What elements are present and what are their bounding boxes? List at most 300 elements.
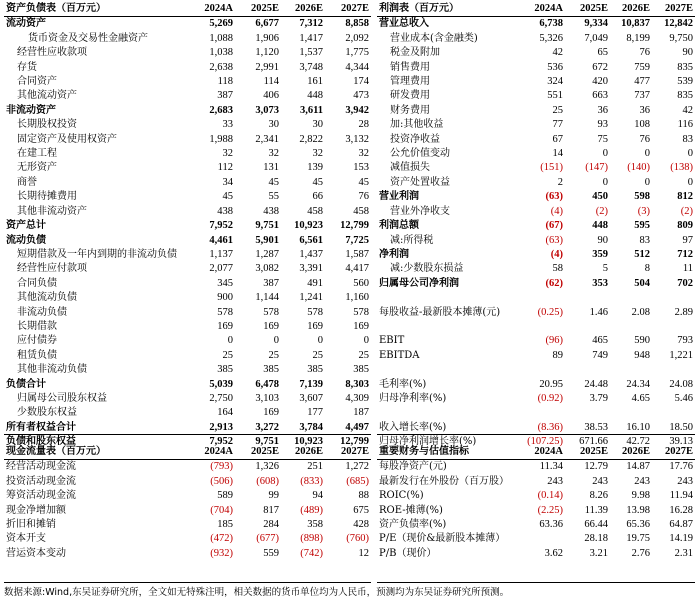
cell-value: 66.44 — [584, 519, 608, 531]
table-row — [4, 518, 371, 532]
cell-value: 25 — [312, 349, 323, 361]
cell-value: 1,287 — [255, 248, 279, 260]
cell-value: 243 — [547, 475, 563, 487]
cell-value: 2 — [557, 176, 563, 188]
cell-value: (67) — [545, 220, 563, 232]
cell-value: 12 — [358, 547, 369, 559]
cell-value: 559 — [263, 547, 279, 559]
row-label: 其他非流动负债 — [17, 364, 87, 376]
row-label: 减值损失 — [390, 162, 430, 174]
cell-value: (472) — [210, 533, 233, 545]
cell-value: 1,088 — [209, 32, 233, 44]
cell-value: 36 — [597, 104, 608, 116]
header-row — [4, 2, 371, 17]
row-label: 公允价值变动 — [390, 148, 450, 160]
cell-value: (704) — [210, 504, 233, 516]
column-header: 2027E — [652, 2, 695, 17]
row-label: 资产处置收益 — [390, 176, 450, 188]
cell-value: 438 — [263, 205, 279, 217]
cell-value — [523, 291, 565, 305]
row-label: 其他流动负债 — [17, 292, 77, 304]
row-label: 存货 — [17, 61, 37, 73]
cell-value: 65.36 — [626, 519, 650, 531]
table-row — [377, 17, 695, 32]
cell-value: 3,272 — [255, 421, 279, 433]
row-label: 其他非流动资产 — [17, 205, 87, 217]
row-label: EBITDA — [379, 349, 420, 361]
row-label: 营业成本(含金融类) — [390, 32, 478, 44]
cell-value: 712 — [677, 248, 693, 260]
cell-value: 42 — [682, 104, 693, 116]
cell-value: (0.92) — [537, 392, 563, 404]
cell-value: 34 — [222, 176, 233, 188]
cell-value: 578 — [217, 306, 233, 318]
cell-value: 1,326 — [255, 461, 279, 473]
cell-value: 9,750 — [669, 32, 693, 44]
row-label: 营业利润 — [379, 191, 419, 203]
cell-value: 8 — [644, 263, 650, 275]
table-row — [377, 32, 695, 46]
cell-value: 948 — [634, 349, 650, 361]
cell-value: 11.94 — [669, 490, 693, 502]
cell-value: 284 — [263, 519, 279, 531]
row-label: 短期借款及一年内到期的非流动负债 — [17, 248, 177, 260]
table-row — [4, 349, 371, 363]
cell-value: 25 — [552, 104, 563, 116]
cell-value — [523, 532, 565, 546]
cell-value: 9.98 — [631, 490, 650, 502]
row-label: 研发费用 — [390, 90, 430, 102]
cell-value: (2) — [595, 205, 608, 217]
cell-value: 5.46 — [674, 392, 693, 404]
row-label: 长期借款 — [17, 320, 57, 332]
cell-value: 131 — [263, 162, 279, 174]
cell-value: 16.10 — [626, 421, 650, 433]
cell-value: 45 — [222, 191, 233, 203]
cell-value: 3,103 — [255, 392, 279, 404]
cell-value: 578 — [353, 306, 369, 318]
cell-value: 38.53 — [584, 421, 608, 433]
table-row — [4, 532, 371, 546]
cell-value: 539 — [677, 76, 693, 88]
cell-value: 2,092 — [345, 32, 369, 44]
cell-value: 2,913 — [209, 421, 233, 433]
row-label: 所有者权益合计 — [6, 421, 76, 433]
table-row — [377, 104, 695, 118]
cell-value: 560 — [353, 277, 369, 289]
cell-value: 169 — [263, 407, 279, 419]
cell-value: 1,038 — [209, 47, 233, 59]
column-header: 2025E — [235, 2, 281, 17]
cell-value: 671.66 — [579, 436, 608, 448]
cell-value: 387 — [263, 277, 279, 289]
cell-value: 153 — [353, 162, 369, 174]
cell-value: 458 — [307, 205, 323, 217]
cell-value: 76 — [358, 191, 369, 203]
cell-value — [652, 406, 695, 420]
table-row — [4, 75, 371, 89]
table-row — [4, 32, 371, 46]
cell-value: 6,677 — [255, 18, 279, 30]
row-label: 营业外净收支 — [390, 205, 450, 217]
cell-value: 55 — [268, 191, 279, 203]
table-title: 利润表（百万元） — [377, 2, 523, 17]
cell-value: (140) — [627, 162, 650, 174]
table-row — [4, 234, 371, 248]
cell-value: 11.39 — [584, 504, 608, 516]
table-row — [4, 190, 371, 204]
table-row — [377, 392, 695, 406]
row-label: 经营活动现金流 — [6, 461, 76, 473]
cell-value: 2.76 — [631, 547, 650, 559]
cell-value: 20.95 — [539, 378, 563, 390]
cell-value: 2,991 — [255, 61, 279, 73]
cell-value: 118 — [217, 76, 233, 88]
table-row — [377, 320, 695, 334]
cell-value: 578 — [263, 306, 279, 318]
cell-value: 7,952 — [209, 436, 233, 448]
cell-value: 598 — [634, 191, 650, 203]
cell-value: 7,312 — [299, 18, 323, 30]
cell-value: (62) — [545, 277, 563, 289]
table-row — [4, 46, 371, 60]
cell-value: 25 — [358, 349, 369, 361]
table-row — [4, 460, 371, 475]
column-header: 2027E — [325, 445, 371, 460]
cell-value: (489) — [300, 504, 323, 516]
row-label: 筹资活动现金流 — [6, 490, 76, 502]
cell-value: 161 — [307, 76, 323, 88]
cell-value: 353 — [592, 277, 608, 289]
cell-value: 64.87 — [669, 519, 693, 531]
cell-value — [610, 363, 652, 377]
table-row — [4, 89, 371, 103]
column-header: 2025E — [565, 445, 610, 460]
table-title: 资产负债表（百万元） — [4, 2, 191, 17]
row-label: 资产负债率(%) — [379, 519, 447, 531]
cell-value: 0 — [317, 335, 323, 347]
cell-value: 6,561 — [299, 234, 323, 246]
cell-value: 0 — [273, 335, 279, 347]
cell-value: 1,906 — [255, 32, 279, 44]
table-row — [377, 475, 695, 489]
column-header: 2026E — [281, 445, 325, 460]
cell-value: 3,607 — [299, 392, 323, 404]
row-label: 非流动资产 — [6, 104, 56, 116]
cell-value: 90 — [682, 47, 693, 59]
cell-value: 169 — [353, 320, 369, 332]
cell-value: 1,272 — [345, 461, 369, 473]
cell-value: 4,309 — [345, 392, 369, 404]
balance-body — [4, 2, 371, 450]
cell-value: 75 — [597, 133, 608, 145]
table-row — [377, 421, 695, 435]
cell-value: 835 — [677, 61, 693, 73]
cell-value: 2,341 — [255, 133, 279, 145]
table-row — [4, 392, 371, 406]
row-label: 销售费用 — [390, 61, 430, 73]
row-label: 净利润 — [379, 248, 409, 260]
cell-value: 42.72 — [626, 436, 650, 448]
table-row — [377, 306, 695, 320]
table-row — [4, 489, 371, 503]
cell-value: 169 — [217, 320, 233, 332]
table-title: 重要财务与估值指标 — [377, 445, 523, 460]
row-label: ROE-摊薄(%) — [379, 504, 443, 516]
cell-value: (63) — [545, 191, 563, 203]
table-row — [4, 104, 371, 118]
cell-value: 458 — [353, 205, 369, 217]
row-label: 商誉 — [17, 176, 37, 188]
table-row — [4, 118, 371, 132]
cell-value: 2.31 — [674, 547, 693, 559]
cell-value: (932) — [210, 547, 233, 559]
cell-value: (96) — [545, 335, 563, 347]
cell-value: 4.65 — [631, 392, 650, 404]
cell-value: 812 — [677, 191, 693, 203]
cell-value: 112 — [217, 162, 233, 174]
cell-value: 24.08 — [669, 378, 693, 390]
table-row — [4, 61, 371, 75]
cell-value: 3,391 — [299, 263, 323, 275]
cell-value: (793) — [210, 461, 233, 473]
table-row — [377, 349, 695, 363]
cell-value: 116 — [677, 119, 693, 131]
cell-value: 94 — [312, 490, 323, 502]
cell-value: 551 — [547, 90, 563, 102]
cell-value: 10,837 — [621, 18, 650, 30]
cell-value: 3.62 — [544, 547, 563, 559]
cell-value: 1,988 — [209, 133, 233, 145]
table-row — [377, 118, 695, 132]
cell-value: 93 — [597, 119, 608, 131]
cell-value: (4) — [550, 205, 563, 217]
cell-value: 428 — [353, 519, 369, 531]
row-label: 投资活动现金流 — [6, 475, 76, 487]
cell-value: 32 — [222, 148, 233, 160]
row-label: 流动负债 — [6, 234, 46, 246]
cell-value: 2,750 — [209, 392, 233, 404]
cell-value: 1,221 — [669, 349, 693, 361]
cell-value: 477 — [634, 76, 650, 88]
row-label: 投资净收益 — [390, 133, 440, 145]
cell-value: 9,751 — [255, 436, 279, 448]
cell-value: 473 — [353, 90, 369, 102]
row-label: 流动资产 — [6, 18, 46, 30]
cell-value: 10,923 — [294, 436, 323, 448]
cell-value: (63) — [545, 234, 563, 246]
cell-value: 0 — [644, 176, 650, 188]
cell-value: (608) — [256, 475, 279, 487]
row-label: 现金净增加额 — [6, 504, 66, 516]
column-header: 2026E — [281, 2, 325, 17]
cell-value: 32 — [312, 148, 323, 160]
table-row — [377, 46, 695, 60]
cell-value: 512 — [634, 248, 650, 260]
cell-value: 1,775 — [345, 47, 369, 59]
cell-value: 164 — [217, 407, 233, 419]
cell-value: (138) — [670, 162, 693, 174]
cell-value: 58 — [552, 263, 563, 275]
cell-value: (898) — [300, 533, 323, 545]
cell-value: 25 — [222, 349, 233, 361]
cell-value: 77 — [552, 119, 563, 131]
cell-value: 1,587 — [345, 248, 369, 260]
cell-value: 0 — [687, 148, 693, 160]
cell-value: 33 — [222, 119, 233, 131]
cell-value: 63.36 — [539, 519, 563, 531]
cell-value: 8,303 — [345, 378, 369, 390]
cell-value: 817 — [263, 504, 279, 516]
cell-value: 185 — [217, 519, 233, 531]
cell-value: 1.46 — [589, 306, 608, 318]
cell-value: 702 — [677, 277, 693, 289]
row-label: 货币资金及交易性金融资产 — [28, 32, 148, 44]
table-row — [377, 75, 695, 89]
row-label: 归属母公司净利润 — [379, 277, 459, 289]
cell-value: 30 — [268, 119, 279, 131]
cell-value: 3,748 — [299, 61, 323, 73]
cell-value: 45 — [312, 176, 323, 188]
cell-value: 14.87 — [626, 461, 650, 473]
table-row — [4, 248, 371, 262]
cell-value: 139 — [307, 162, 323, 174]
cell-value: 1,160 — [345, 292, 369, 304]
cell-value: 108 — [634, 119, 650, 131]
row-label: 在建工程 — [17, 148, 57, 160]
table-row — [377, 61, 695, 75]
row-label: 利润总额 — [379, 220, 419, 232]
cell-value: 2,683 — [209, 104, 233, 116]
divider-top-right — [377, 434, 695, 435]
cell-value: 1,120 — [255, 47, 279, 59]
cell-value: 406 — [263, 90, 279, 102]
row-label: 合同负债 — [17, 277, 57, 289]
row-label: 税金及附加 — [390, 47, 440, 59]
income-statement-table — [377, 2, 695, 450]
row-label: 少数股东权益 — [17, 407, 77, 419]
cell-value: 5 — [602, 263, 608, 275]
column-header: 2024A — [523, 2, 565, 17]
cell-value: 19.75 — [626, 533, 650, 545]
cell-value: 90 — [597, 234, 608, 246]
cell-value: 465 — [592, 335, 608, 347]
cell-value: (0.14) — [537, 490, 563, 502]
cell-value: 0 — [363, 335, 369, 347]
table-row — [377, 262, 695, 276]
cell-value — [565, 291, 610, 305]
cell-value: 14.19 — [669, 533, 693, 545]
divider-top-left — [4, 434, 371, 435]
cell-value: 11.34 — [539, 461, 563, 473]
table-row — [4, 17, 371, 32]
cell-value: (2) — [680, 205, 693, 217]
cell-value: 8,858 — [345, 18, 369, 30]
header-row — [377, 2, 695, 17]
row-label: 负债合计 — [6, 378, 46, 390]
row-label: 合同资产 — [17, 76, 57, 88]
cell-value: 14 — [552, 148, 563, 160]
cell-value: 67 — [552, 133, 563, 145]
row-label: 长期待摊费用 — [17, 191, 77, 203]
cell-value: 675 — [353, 504, 369, 516]
cell-value — [652, 291, 695, 305]
cell-value: 76 — [639, 133, 650, 145]
table-row — [4, 334, 371, 348]
cell-value: 83 — [682, 133, 693, 145]
source-note: 数据来源:Wind,东吴证券研究所，全文如无特殊注明，相关数据的货币单位均为人民币，预测均为东吴证券研究所预测。 — [4, 587, 510, 598]
row-label: 归属母公司股东权益 — [17, 392, 107, 404]
row-label: 资本开支 — [6, 533, 46, 545]
cell-value: 7,049 — [584, 32, 608, 44]
cell-value: 174 — [353, 76, 369, 88]
cell-value: 385 — [307, 364, 323, 376]
income-body — [377, 2, 695, 450]
table-row — [377, 518, 695, 532]
cell-value: 12,842 — [664, 18, 693, 30]
cell-value: 900 — [217, 292, 233, 304]
cell-value: 672 — [592, 61, 608, 73]
cell-value: 5,269 — [209, 18, 233, 30]
cell-value: (4) — [550, 248, 563, 260]
cell-value: 83 — [639, 234, 650, 246]
cell-value: 4,497 — [345, 421, 369, 433]
row-label: 营业总收入 — [379, 18, 429, 30]
cell-value: 793 — [677, 335, 693, 347]
row-label: 其他流动资产 — [17, 90, 77, 102]
table-row — [377, 234, 695, 248]
cell-value: 6,738 — [539, 18, 563, 30]
cell-value — [610, 291, 652, 305]
row-label: 减:所得税 — [390, 234, 434, 246]
cell-value: 491 — [307, 277, 323, 289]
cell-value: (0.25) — [537, 306, 563, 318]
cell-value: 25 — [268, 349, 279, 361]
row-label: 毛利率(%) — [379, 378, 427, 390]
cell-value: 24.48 — [584, 378, 608, 390]
cell-value: 8.26 — [589, 490, 608, 502]
cell-value — [652, 320, 695, 334]
table-row — [4, 306, 371, 320]
row-label: 租赁负债 — [17, 349, 57, 361]
cell-value: (151) — [540, 162, 563, 174]
cell-value: 5,901 — [255, 234, 279, 246]
row-label: 减:少数股东损益 — [390, 263, 464, 275]
cell-value: 1,537 — [299, 47, 323, 59]
table-row — [377, 547, 695, 561]
cell-value: 324 — [547, 76, 563, 88]
cell-value: 578 — [307, 306, 323, 318]
cell-value: (677) — [256, 533, 279, 545]
cell-value: 536 — [547, 61, 563, 73]
cell-value — [565, 406, 610, 420]
cell-value: 2,077 — [209, 263, 233, 275]
table-row — [377, 532, 695, 546]
cell-value: 358 — [307, 519, 323, 531]
cell-value: 3,082 — [255, 263, 279, 275]
cell-value: 17.76 — [669, 461, 693, 473]
cell-value: 385 — [217, 364, 233, 376]
cell-value: 12,799 — [340, 436, 369, 448]
cell-value: 0 — [644, 148, 650, 160]
table-row — [4, 291, 371, 305]
cell-value — [523, 406, 565, 420]
cell-value: 32 — [268, 148, 279, 160]
row-label: 固定资产及使用权资产 — [17, 133, 117, 145]
cell-value: 4,461 — [209, 234, 233, 246]
cell-value: 2.08 — [631, 306, 650, 318]
cell-value: 65 — [597, 47, 608, 59]
